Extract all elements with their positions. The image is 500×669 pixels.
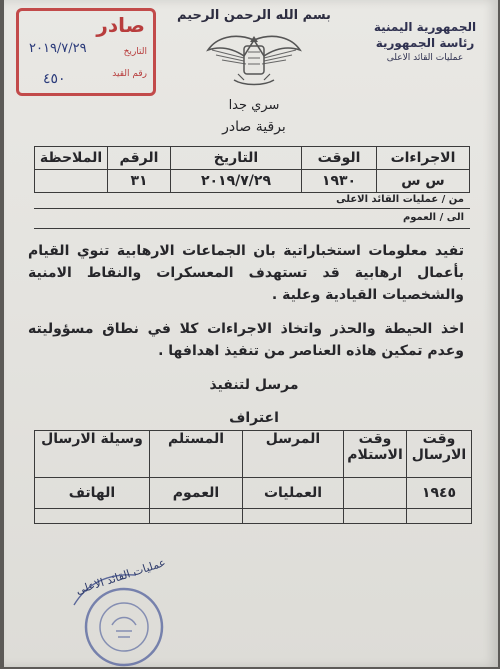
header-date: التاريخ (171, 147, 302, 170)
acknowledgement-heading: اعتراف (229, 410, 279, 426)
gov-line-operations: عمليات القائد الاعلى (386, 53, 464, 63)
value-procedures: س س (377, 170, 470, 193)
ack-value-receiver: العموم (150, 478, 243, 509)
value-time: ١٩٣٠ (302, 170, 377, 193)
value-number: ٣١ (108, 170, 171, 193)
ack-header-receiver: المستلم (150, 431, 243, 478)
ack-value-send-method: الهاتف (35, 478, 150, 509)
seal-caption: عمليات القائد الاعلى (74, 555, 168, 598)
ack-empty-cell (150, 509, 243, 524)
ack-header-row (35, 431, 472, 478)
stamp-date-value: ٢٠١٩/٧/٢٩ (29, 41, 87, 56)
gov-line-republic: الجمهورية اليمنية (373, 20, 477, 34)
cable-info-value-row (35, 170, 470, 193)
eagle-emblem-icon (204, 28, 304, 90)
divider (34, 208, 470, 209)
header-procedures: الاجراءات (377, 147, 470, 170)
stamp-title: صادر (96, 13, 145, 37)
ack-header-sender: المرسل (243, 431, 344, 478)
body-paragraph-1: تفيد معلومات استخباراتية بان الجماعات الارهابية تنوي القيام بأعمال ارهابية قد تستهدف المعسكرات والنقاط الامنية والشخصيات القيادية وعلية . (28, 243, 464, 303)
ack-empty-cell (344, 509, 407, 524)
ack-header-send-method: وسيلة الارسال (35, 431, 150, 478)
cable-info-table (34, 146, 470, 193)
gov-line-presidency: رئاسة الجمهورية (375, 36, 475, 50)
outgoing-stamp (16, 8, 156, 96)
header-number: الرقم (108, 147, 171, 170)
body-paragraph-2: اخذ الحيطة والحذر واتخاذ الاجراءات كلا في نطاق مسؤوليته وعدم تمكين هاذه العناصر من تنفيذ اهدافها . (28, 321, 464, 359)
document-type-label: برقية صادر (222, 119, 286, 135)
ack-header-send-time: وقت الارسال (407, 431, 472, 478)
header-time: الوقت (302, 147, 377, 170)
ack-value-receive-time (344, 478, 407, 509)
ack-value-send-time: ١٩٤٥ (407, 478, 472, 509)
classification-label: سري جدا (228, 98, 280, 113)
sent-for-execution: مرسل لتنفيذ (209, 377, 299, 393)
header-notes: الملاحظة (35, 147, 108, 170)
bismillah-header: بسم الله الرحمن الرحيم (177, 8, 331, 23)
value-notes (35, 170, 108, 193)
to-line: الى / العموم (402, 212, 464, 223)
acknowledgement-table (34, 430, 472, 524)
stamp-date-label: التاريخ (123, 47, 147, 57)
ack-value-row (35, 478, 472, 509)
ack-header-receive-time: وقت الاستلام (344, 431, 407, 478)
ack-empty-cell (407, 509, 472, 524)
value-date: ٢٠١٩/٧/٢٩ (171, 170, 302, 193)
ack-value-sender: العمليات (243, 478, 344, 509)
ack-empty-cell (35, 509, 150, 524)
ack-empty-row (35, 509, 472, 524)
stamp-number-value: ٤٥٠ (43, 71, 66, 87)
cable-info-header-row (35, 147, 470, 170)
ack-empty-cell (243, 509, 344, 524)
divider (34, 228, 470, 229)
stamp-number-label: رقم القيد (112, 69, 147, 79)
from-line: من / عمليات القائد الاعلى (336, 194, 464, 205)
document-page (4, 0, 498, 667)
